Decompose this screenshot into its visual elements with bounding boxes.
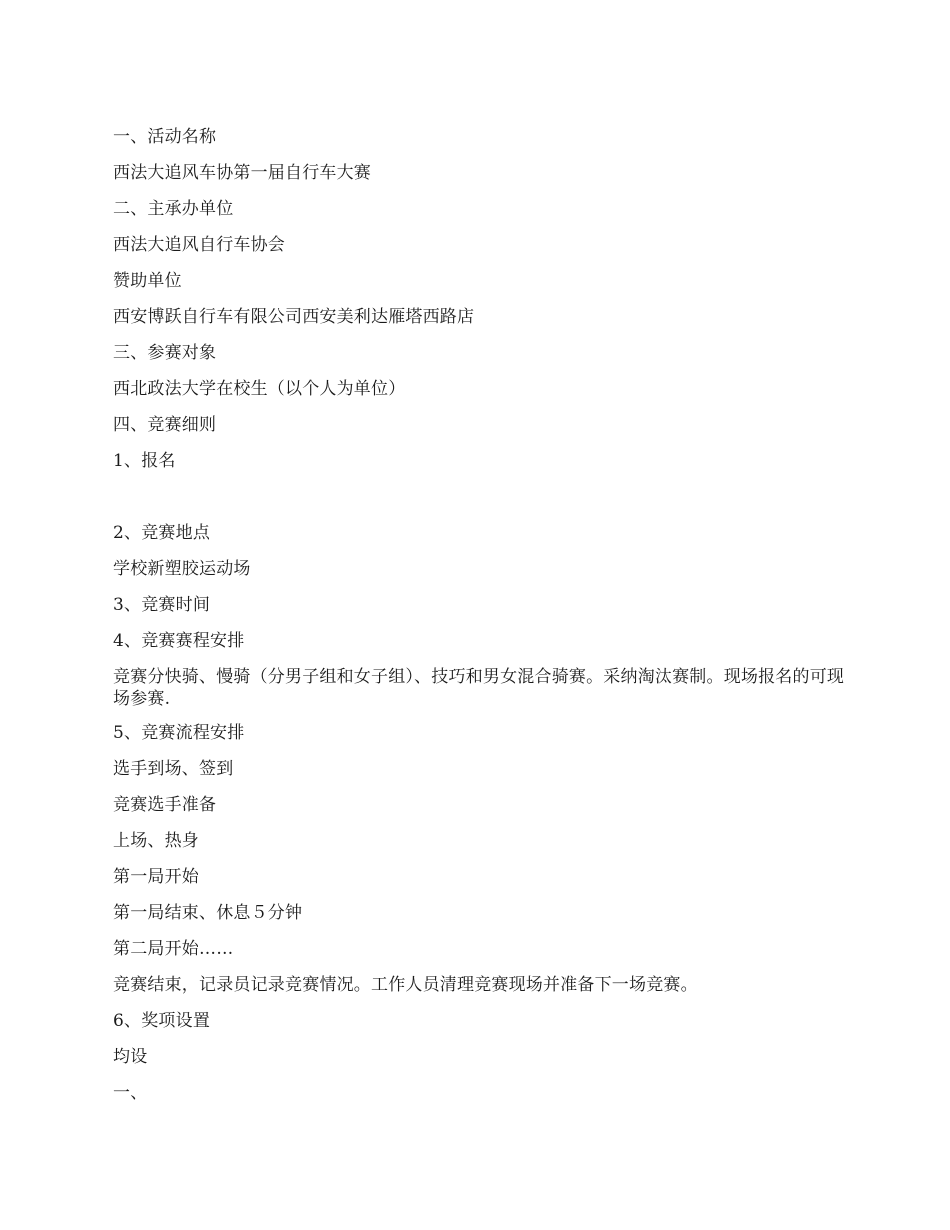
- schedule-text: 竞赛分快骑、慢骑（分男子组和女子组）、技巧和男女混合骑赛。采纳淘汰赛制。现场报名的可现场参赛.: [113, 667, 845, 709]
- participants-text: 西北政法大学在校生（以个人为单位）: [113, 379, 406, 399]
- heading-time: 3、竞赛时间: [113, 595, 211, 615]
- heading-organizer: 二、主承办单位: [113, 199, 234, 219]
- heading-process: 5、竞赛流程安排: [113, 723, 245, 743]
- organizer-text: 西法大追风自行车协会: [113, 235, 285, 255]
- awards-text: 均设: [113, 1047, 148, 1067]
- sponsor-text: 西安博跃自行车有限公司西安美利达雁塔西路店: [113, 307, 475, 327]
- process-step-round1-end: 第一局结束、休息５分钟: [113, 903, 303, 923]
- process-step-round2-start: 第二局开始……: [113, 939, 234, 959]
- document-body: [113, 126, 848, 1118]
- heading-activity-name: 一、活动名称: [113, 127, 217, 147]
- awards-item-first: 一、: [113, 1083, 148, 1103]
- heading-schedule: 4、竞赛赛程安排: [113, 631, 245, 651]
- process-step-prepare: 竞赛选手准备: [113, 795, 217, 815]
- process-step-finish: 竞赛结束，记录员记录竞赛情况。工作人员清理竞赛现场并准备下一场竞赛。: [113, 975, 698, 995]
- heading-registration: 1、报名: [113, 451, 176, 471]
- heading-participants: 三、参赛对象: [113, 343, 217, 363]
- heading-awards: 6、奖项设置: [113, 1011, 211, 1031]
- process-step-round1-start: 第一局开始: [113, 867, 199, 887]
- venue-text: 学校新塑胶运动场: [113, 559, 251, 579]
- heading-venue: 2、竞赛地点: [113, 523, 211, 543]
- process-step-checkin: 选手到场、签到: [113, 759, 234, 779]
- blank-space: [113, 486, 848, 522]
- activity-name-text: 西法大追风车协第一届自行车大赛: [113, 163, 371, 183]
- heading-rules: 四、竞赛细则: [113, 415, 217, 435]
- process-step-warmup: 上场、热身: [113, 831, 199, 851]
- heading-sponsor: 赞助单位: [113, 271, 182, 291]
